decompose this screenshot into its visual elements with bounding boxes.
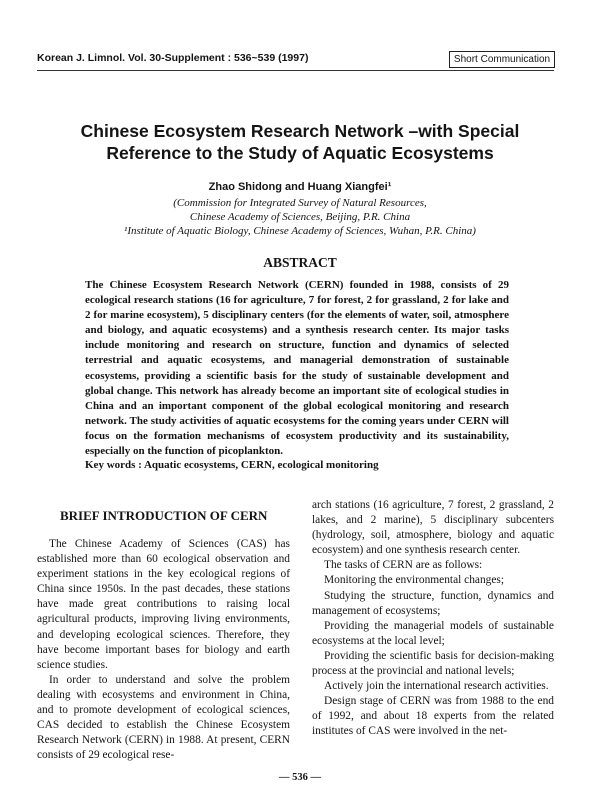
title-line: Chinese Ecosystem Research Network –with Special [80,121,520,141]
authors: Zhao Shidong and Huang Xiangfei¹ [208,181,392,193]
paragraph: Monitoring the environmental changes; [324,574,504,587]
article-type-label: Short Communication [449,51,555,68]
abstract-text: The Chinese Ecosystem Research Network (CERN) founded in 1988, consists of 29 ecological research stations (16 for agriculture, 7 for forest, 2 for grassland, 2 for lake and 2 for marine ecosystem), 5 disciplinary centers (for the elements of water, soil, atmosphere and biology, and aquatic ecosystems) and a synthesis research center. Its major tasks include monitoring and research on structure, function and dynamics of selected terrestrial and aquatic ecosystems, and managerial demonstration of sustainable ecosystems, providing a scientific basis for the study of sustainable development and global change. This network has already become an important site of ecological studies in China and an important component of the global ecological monitoring and research network. The study activities of aquatic ecosystems for the coming years under CERN will focus on the formation mechanisms of ecosystem productivity and its sustainability, especially on the function of picoplankton. [85,279,509,458]
journal-citation: Korean J. Limnol. Vol. 30-Supplement : 536~539 (1997) [37,52,309,64]
header-rule [37,70,554,71]
paragraph: Providing the scientific basis for decision-making process at the provincial and national levels; [312,649,554,678]
left-column [37,537,290,763]
paragraph: Providing the managerial models of sustainable ecosystems at the local level; [312,619,554,647]
paragraph: The tasks of CERN are as follows: [324,559,483,572]
page-number: — 536 — [279,772,321,783]
right-column [312,498,554,740]
affiliation-line: (Commission for Integrated Survey of Natural Resources, [173,197,427,209]
paragraph: In order to understand and solve the problem dealing with ecosystems and environment in China, and to promote development of ecological sciences, CAS decided to establish the Chinese Ecosystem Research Network (CERN) in 1988. At present, CERN consists of 29 ecological rese- [37,673,290,762]
paragraph: The Chinese Academy of Sciences (CAS) has established more than 60 ecological observation and experiment stations in the key ecological regions of China since 1950s. In the past decades, these stations have made great contributions to raising local agricultural products, improving living environments, and developing ecological sciences. Therefore, they have become important bases for biology and earth science studies. [37,538,290,671]
paragraph: arch stations (16 agriculture, 7 forest, 2 grassland, 2 lakes, and 2 marine), 5 disciplinary subcenters (hydrology, soil, atmosphere, biology and aquatic ecosystem) and one synthesis research center. [312,499,554,557]
keywords: Key words : Aquatic ecosystems, CERN, ecological monitoring [85,459,379,471]
paper-title [40,120,560,164]
section-heading: BRIEF INTRODUCTION OF CERN [60,508,268,523]
affiliation-line: Chinese Academy of Sciences, Beijing, P.R. China [189,211,411,223]
paragraph: Studying the structure, function, dynamics and management of ecosystems; [312,589,554,617]
affiliations [40,196,560,238]
paragraph: Actively join the international research activities. [324,680,549,693]
abstract-heading: ABSTRACT [263,255,337,270]
affiliation-line: ¹Institute of Aquatic Biology, Chinese Academy of Sciences, Wuhan, P.R. China) [124,225,476,237]
title-line: Reference to the Study of Aquatic Ecosystems [106,143,494,163]
paragraph: Design stage of CERN was from 1988 to the end of 1992, and about 18 experts from the related institutes of CAS were involved in the net- [312,695,554,738]
